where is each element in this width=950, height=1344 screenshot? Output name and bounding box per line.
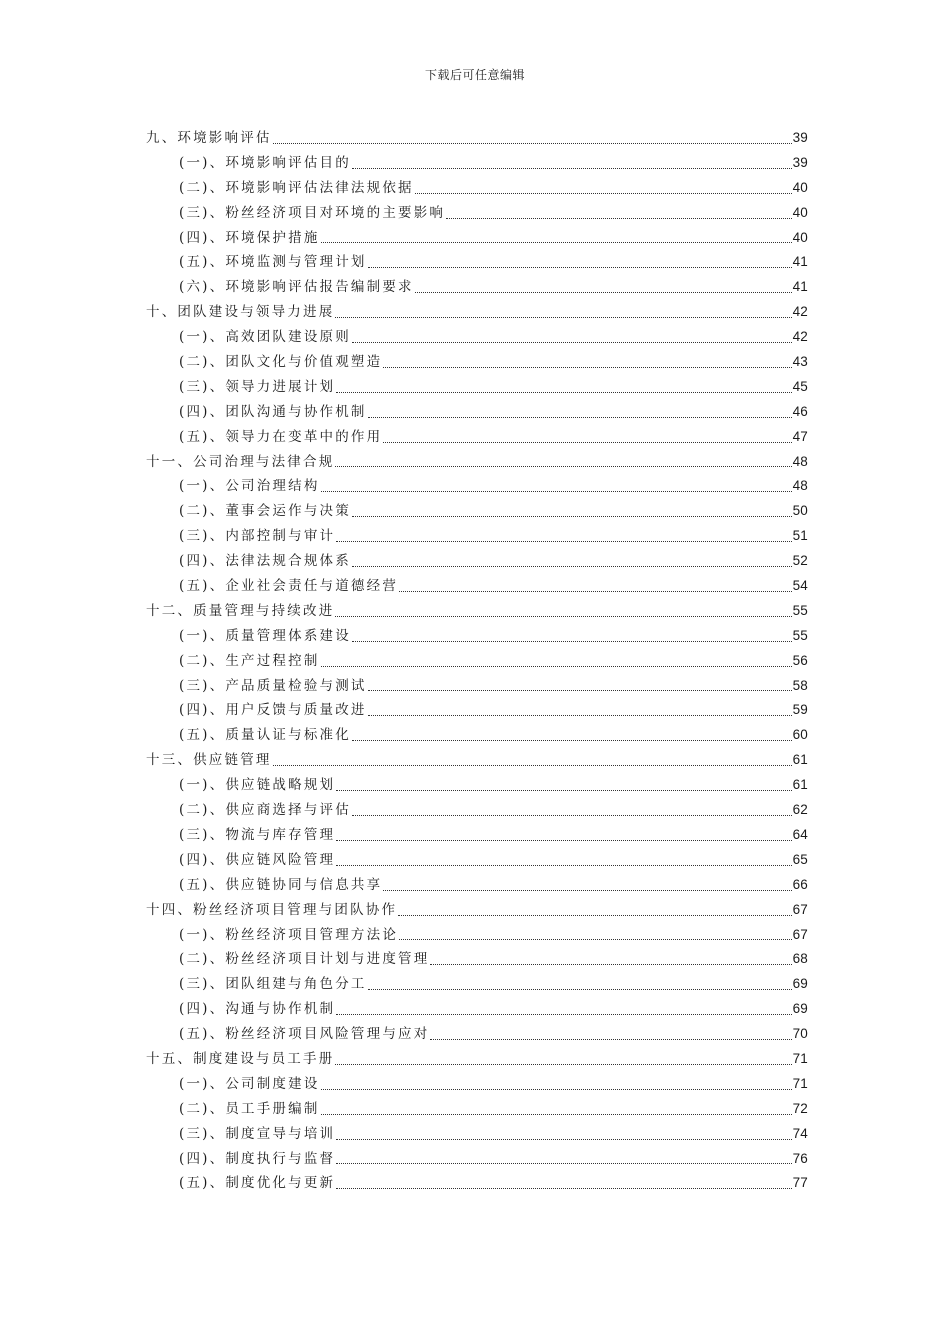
toc-chapter-entry[interactable] [146, 450, 808, 475]
toc-dot-leader [321, 1113, 792, 1115]
toc-section-entry[interactable] [146, 923, 808, 948]
toc-dot-leader [336, 789, 791, 791]
toc-dot-leader [336, 864, 791, 866]
toc-section-entry[interactable] [146, 1122, 808, 1147]
toc-entry-title: (五)、制度优化与更新 [179, 1175, 336, 1192]
toc-dot-leader [321, 490, 792, 492]
toc-section-entry[interactable] [146, 549, 808, 574]
toc-section-entry[interactable] [146, 325, 808, 350]
toc-entry-title: (二)、环境影响评估法律法规依据 [179, 179, 414, 196]
toc-entry-title: (四)、法律法规合规体系 [179, 553, 351, 570]
toc-dot-leader [352, 814, 792, 816]
toc-page-number: 40 [792, 229, 808, 245]
toc-dot-leader [415, 192, 792, 194]
toc-section-entry[interactable] [146, 474, 808, 499]
toc-section-entry[interactable] [146, 698, 808, 723]
toc-section-entry[interactable] [146, 375, 808, 400]
toc-page-number: 41 [792, 279, 808, 295]
toc-entry-title: (三)、粉丝经济项目对环境的主要影响 [179, 204, 446, 221]
toc-section-entry[interactable] [146, 350, 808, 375]
toc-section-entry[interactable] [146, 250, 808, 275]
toc-section-entry[interactable] [146, 848, 808, 873]
toc-page-number: 39 [792, 154, 808, 170]
toc-entry-title: (二)、员工手册编制 [179, 1100, 320, 1117]
toc-chapter-entry[interactable] [146, 748, 808, 773]
toc-dot-leader [415, 291, 792, 293]
toc-section-entry[interactable] [146, 1022, 808, 1047]
toc-dot-leader [352, 640, 792, 642]
toc-dot-leader [336, 391, 791, 393]
toc-entry-title: (五)、领导力在变革中的作用 [179, 428, 383, 445]
toc-dot-leader [352, 167, 792, 169]
toc-dot-leader [321, 241, 792, 243]
toc-entry-title: (三)、产品质量检验与测试 [179, 677, 367, 694]
toc-entry-title: (一)、公司治理结构 [179, 478, 320, 495]
toc-section-entry[interactable] [146, 425, 808, 450]
toc-dot-leader [352, 565, 792, 567]
toc-page-number: 42 [792, 304, 808, 320]
toc-dot-leader [321, 665, 792, 667]
toc-section-entry[interactable] [146, 201, 808, 226]
toc-section-entry[interactable] [146, 997, 808, 1022]
toc-section-entry[interactable] [146, 524, 808, 549]
toc-page-number: 66 [792, 876, 808, 892]
toc-section-entry[interactable] [146, 226, 808, 251]
toc-page-number: 39 [792, 130, 808, 145]
toc-dot-leader [335, 316, 791, 318]
toc-entry-title: (五)、供应链协同与信息共享 [179, 876, 383, 893]
toc-entry-title: (一)、质量管理体系建设 [179, 627, 351, 644]
toc-page-number: 67 [792, 926, 808, 942]
toc-dot-leader [336, 1187, 791, 1189]
toc-page-number: 72 [792, 1100, 808, 1116]
toc-entry-title: (一)、环境影响评估目的 [179, 154, 351, 171]
toc-chapter-entry[interactable] [146, 898, 808, 923]
toc-chapter-entry[interactable] [146, 126, 808, 151]
toc-dot-leader [368, 266, 792, 268]
toc-page-number: 61 [792, 777, 808, 793]
toc-page-number: 65 [792, 851, 808, 867]
toc-entry-title: (二)、董事会运作与决策 [179, 503, 351, 520]
toc-entry-title: (五)、企业社会责任与道德经营 [179, 578, 399, 595]
toc-entry-title: (二)、粉丝经济项目计划与进度管理 [179, 951, 430, 968]
toc-entry-title: (五)、质量认证与标准化 [179, 727, 351, 744]
toc-entry-title: 十四、粉丝经济项目管理与团队协作 [146, 901, 398, 918]
toc-entry-title: 十、团队建设与领导力进展 [146, 304, 335, 321]
toc-entry-title: 十五、制度建设与员工手册 [146, 1050, 335, 1067]
toc-dot-leader [446, 217, 791, 219]
toc-section-entry[interactable] [146, 275, 808, 300]
toc-dot-leader [430, 963, 791, 965]
toc-entry-title: (五)、粉丝经济项目风险管理与应对 [179, 1026, 430, 1043]
toc-dot-leader [352, 515, 792, 517]
toc-page-number: 42 [792, 329, 808, 345]
toc-page-number: 67 [792, 901, 808, 917]
toc-entry-title: (四)、制度执行与监督 [179, 1150, 336, 1167]
toc-dot-leader [352, 341, 792, 343]
toc-page-number: 56 [792, 652, 808, 668]
toc-dot-leader [273, 142, 792, 144]
toc-dot-leader [399, 938, 792, 940]
toc-page-number: 47 [792, 428, 808, 444]
toc-section-entry[interactable] [146, 1097, 808, 1122]
toc-entry-title: (四)、团队沟通与协作机制 [179, 403, 367, 420]
table-of-contents [146, 126, 808, 1196]
toc-chapter-entry[interactable] [146, 1047, 808, 1072]
toc-chapter-entry[interactable] [146, 300, 808, 325]
toc-page-number: 62 [792, 802, 808, 818]
toc-page-number: 76 [792, 1150, 808, 1166]
toc-page-number: 74 [792, 1125, 808, 1141]
toc-section-entry[interactable] [146, 1147, 808, 1172]
toc-page-number: 71 [792, 1050, 808, 1066]
toc-page-number: 46 [792, 403, 808, 419]
toc-dot-leader [336, 1013, 791, 1015]
toc-dot-leader [336, 839, 791, 841]
toc-page-number: 70 [792, 1026, 808, 1042]
toc-page-number: 40 [792, 204, 808, 220]
toc-dot-leader [368, 988, 792, 990]
toc-section-entry[interactable] [146, 574, 808, 599]
toc-entry-title: (二)、生产过程控制 [179, 652, 320, 669]
toc-page-number: 45 [792, 378, 808, 394]
toc-entry-title: (四)、环境保护措施 [179, 229, 320, 246]
toc-page-number: 69 [792, 1001, 808, 1017]
toc-page-number: 69 [792, 976, 808, 992]
toc-section-entry[interactable] [146, 773, 808, 798]
toc-section-entry[interactable] [146, 947, 808, 972]
toc-section-entry[interactable] [146, 1072, 808, 1097]
toc-page-number: 48 [792, 453, 808, 469]
toc-dot-leader [383, 889, 791, 891]
toc-entry-title: (二)、供应商选择与评估 [179, 802, 351, 819]
toc-dot-leader [335, 465, 791, 467]
toc-page-number: 61 [792, 752, 808, 768]
toc-section-entry[interactable] [146, 674, 808, 699]
toc-section-entry[interactable] [146, 649, 808, 674]
toc-dot-leader [368, 416, 792, 418]
toc-page-number: 60 [792, 727, 808, 743]
toc-entry-title: (三)、领导力进展计划 [179, 378, 336, 395]
toc-dot-leader [335, 615, 791, 617]
toc-section-entry[interactable] [146, 798, 808, 823]
toc-dot-leader [383, 366, 791, 368]
toc-entry-title: (三)、制度宣导与培训 [179, 1125, 336, 1142]
toc-page-number: 58 [792, 677, 808, 693]
toc-section-entry[interactable] [146, 151, 808, 176]
toc-entry-title: (五)、环境监测与管理计划 [179, 254, 367, 271]
toc-section-entry[interactable] [146, 624, 808, 649]
toc-page-number: 64 [792, 826, 808, 842]
toc-page-number: 59 [792, 702, 808, 718]
toc-dot-leader [336, 1138, 791, 1140]
toc-section-entry[interactable] [146, 823, 808, 848]
toc-entry-title: (一)、公司制度建设 [179, 1075, 320, 1092]
toc-page-number: 48 [792, 478, 808, 494]
toc-dot-leader [398, 914, 791, 916]
toc-page-number: 51 [792, 528, 808, 544]
toc-dot-leader [383, 441, 791, 443]
toc-entry-title: (一)、供应链战略规划 [179, 777, 336, 794]
toc-dot-leader [336, 540, 791, 542]
toc-page-number: 40 [792, 179, 808, 195]
toc-section-entry[interactable] [146, 723, 808, 748]
toc-section-entry[interactable] [146, 400, 808, 425]
toc-page-number: 77 [792, 1175, 808, 1191]
toc-chapter-entry[interactable] [146, 599, 808, 624]
toc-page-number: 50 [792, 503, 808, 519]
toc-entry-title: 十一、公司治理与法律合规 [146, 453, 335, 470]
page-header: 下载后可任意编辑 [424, 68, 525, 82]
toc-dot-leader [321, 1088, 792, 1090]
toc-section-entry[interactable] [146, 1171, 808, 1196]
toc-page-number: 54 [792, 578, 808, 594]
toc-dot-leader [430, 1038, 791, 1040]
toc-entry-title: (一)、粉丝经济项目管理方法论 [179, 926, 399, 943]
toc-entry-title: (四)、供应链风险管理 [179, 851, 336, 868]
toc-page-number: 52 [792, 553, 808, 569]
toc-page-number: 43 [792, 354, 808, 370]
toc-dot-leader [335, 1063, 791, 1065]
toc-page-number: 55 [792, 627, 808, 643]
toc-entry-title: (二)、团队文化与价值观塑造 [179, 354, 383, 371]
toc-entry-title: (一)、高效团队建设原则 [179, 329, 351, 346]
toc-dot-leader [399, 590, 792, 592]
toc-dot-leader [273, 764, 792, 766]
toc-entry-title: (四)、沟通与协作机制 [179, 1001, 336, 1018]
toc-section-entry[interactable] [146, 972, 808, 997]
toc-entry-title: (四)、用户反馈与质量改进 [179, 702, 367, 719]
toc-page-number: 68 [792, 951, 808, 967]
toc-dot-leader [368, 714, 792, 716]
toc-section-entry[interactable] [146, 176, 808, 201]
toc-dot-leader [336, 1162, 791, 1164]
toc-section-entry[interactable] [146, 873, 808, 898]
toc-entry-title: (三)、内部控制与审计 [179, 528, 336, 545]
toc-page-number: 55 [792, 602, 808, 618]
toc-entry-title: 十二、质量管理与持续改进 [146, 602, 335, 619]
toc-section-entry[interactable] [146, 499, 808, 524]
toc-entry-title: (三)、物流与库存管理 [179, 826, 336, 843]
toc-page-number: 71 [792, 1075, 808, 1091]
toc-entry-title: 十三、供应链管理 [146, 752, 272, 769]
toc-dot-leader [352, 739, 792, 741]
toc-entry-title: (六)、环境影响评估报告编制要求 [179, 279, 414, 296]
toc-entry-title: 九、环境影响评估 [146, 130, 272, 146]
toc-page-number: 41 [792, 254, 808, 270]
toc-entry-title: (三)、团队组建与角色分工 [179, 976, 367, 993]
toc-dot-leader [368, 689, 792, 691]
